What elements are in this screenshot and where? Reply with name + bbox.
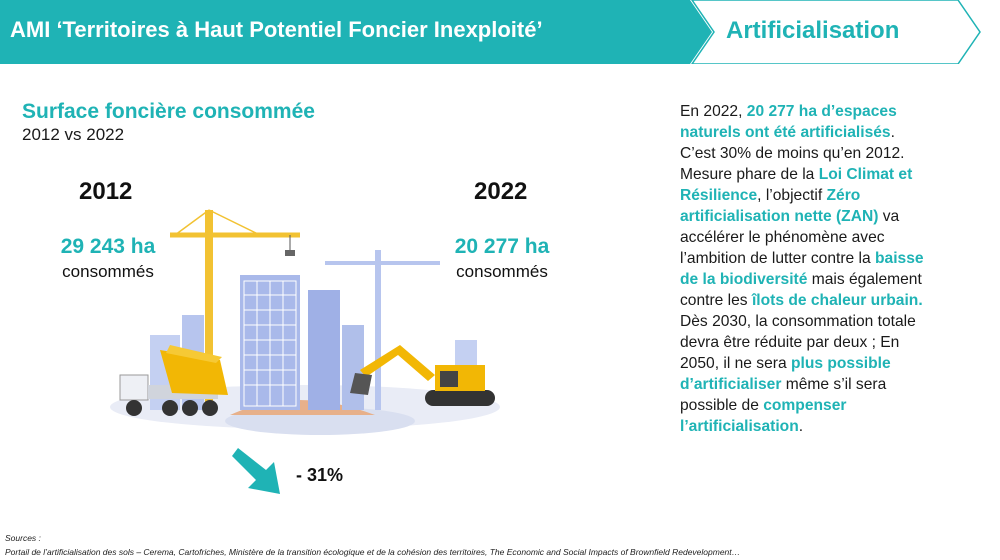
sources (5, 531, 740, 559)
header-banner (0, 0, 1000, 64)
construction-illustration (110, 195, 510, 440)
down-arrow-icon (232, 448, 286, 498)
chart-period: 2012 vs 2022 (22, 125, 125, 144)
area-right: 20 277 ha (454, 235, 550, 258)
consumed-left: consommés (62, 262, 154, 281)
change-percent: - 31% (296, 465, 344, 485)
year-right: 2022 (474, 178, 528, 205)
consumed-right: consommés (456, 262, 548, 281)
sources-text: Portail de l’artificialisation des sols – Cerema, Cartofriches, Ministère de la transition écologique et de la cohésion des territoires, The Economic and Social Impacts of Brownfield Redevelopment… (5, 547, 741, 557)
chart-subtitle: Surface foncière consommée (22, 100, 315, 123)
year-left: 2012 (79, 178, 133, 205)
description-text: En 2022, 20 277 ha d’espaces naturels ont été artificialisés. C’est 30% de moins qu’en 2012. Mesure phare de la Loi Climat et Résilience, l’objectif Zéro artificialisation nette (ZAN) va accélérer le phénomène avec l’ambition de lutter contre la baisse de la biodiversité mais également contre les îlots de chaleur urbain. Dès 2030, la consommation totale devra être réduite par deux ; En 2050, il ne sera plus possible d’artificialiser même s’il sera possible de compenser l’artificialisation. (680, 103, 924, 435)
page-title: AMI ‘Territoires à Haut Potentiel Foncier Inexploité’ (10, 17, 543, 42)
sources-label: Sources : (5, 533, 41, 543)
section-title: Artificialisation (726, 17, 900, 44)
area-left: 29 243 ha (60, 235, 156, 258)
